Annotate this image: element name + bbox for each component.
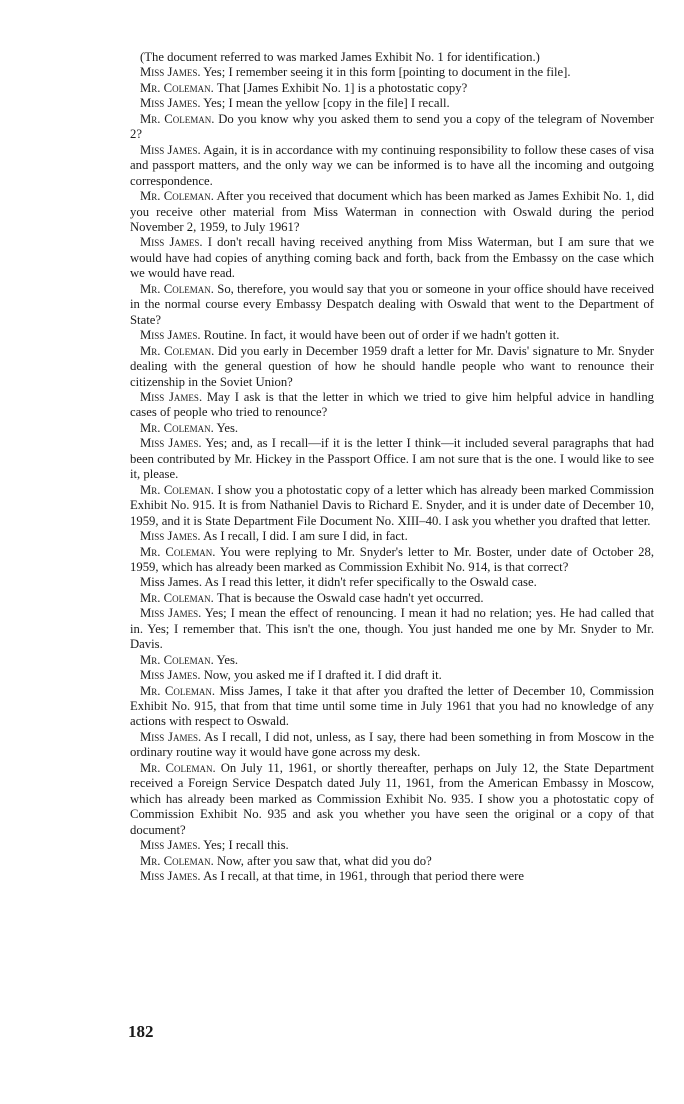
paragraph: Miss James. As I recall, I did. I am sure I did, in fact. (140, 529, 408, 544)
paragraph: Mr. Coleman. After you received that document which has been marked as James Exhibit No. 1, did you receive other material from Miss Waterman in connection with Oswald during the period November 2, 1959, to July 1961? (130, 189, 654, 234)
paragraph: Miss James. Yes; I remember seeing it in this form [pointing to document in the file]. (140, 65, 571, 80)
testimony-text (130, 50, 654, 884)
paragraph: Mr. Coleman. That [James Exhibit No. 1] is a photostatic copy? (140, 80, 468, 95)
paragraph: Miss James. Yes; I recall this. (140, 838, 289, 853)
paragraph: Miss James. As I read this letter, it didn't refer specifically to the Oswald case. (140, 575, 537, 590)
paragraph: Miss James. Now, you asked me if I drafted it. I did draft it. (140, 668, 442, 683)
paragraph: Mr. Coleman. Yes. (140, 420, 239, 435)
paragraph: Mr. Coleman. That is because the Oswald case hadn't yet occurred. (140, 590, 484, 605)
paragraph: Miss James. As I recall, at that time, in 1961, through that period there were (140, 869, 525, 884)
paragraph: Mr. Coleman. You were replying to Mr. Snyder's letter to Mr. Boster, under date of October 28, 1959, which has already been marked as Commission Exhibit No. 914, is that correct? (130, 544, 655, 574)
paragraph: Miss James. Yes; I mean the effect of renouncing. I mean it had no relation; yes. He had called that in. Yes; I remember that. This isn't the one, though. You just handed me one by Mr. Snyder to Mr. Davis. (130, 606, 654, 652)
paragraph: Mr. Coleman. So, therefore, you would say that you or someone in your office should have received in the normal course every Embassy Despatch dealing with Oswald that went to the Department of State? (130, 281, 655, 327)
paragraph: Mr. Coleman. I show you a photostatic copy of a letter which has already been marked Commission Exhibit No. 915. It is from Nathaniel Davis to Richard E. Snyder, and it is under date of December 10, 1959, and it is State Department File Document No. XIII–40. I ask you whether you drafted that letter. (130, 482, 654, 528)
paragraph: Mr. Coleman. Yes. (140, 652, 239, 667)
paragraph: Miss James. As I recall, I did not, unless, as I say, there had been something in from Moscow in the ordinary routine way it would have gone across my desk. (130, 729, 654, 760)
paragraph: Miss James. May I ask is that the letter in which we tried to give him helpful advice in handling cases of people who tried to renounce? (130, 389, 655, 420)
paragraph: Mr. Coleman. Miss James, I take it that after you drafted the letter of December 10, Commission Exhibit No. 915, that from that time until some time in July 1961 that you had no knowledge of any actions with respect to Oswald. (130, 683, 655, 729)
paragraph: Miss James. Again, it is in accordance with my continuing responsibility to follow these cases of visa and passport matters, and the only way we can be informed is to have all the incoming and outgoing correspondence. (130, 142, 654, 188)
paragraph: Miss James. I don't recall having received anything from Miss Waterman, but I am sure that we would have had copies of anything coming back and forth, back from the Embassy on the case which we would have read. (130, 235, 654, 281)
paragraph: Mr. Coleman. Now, after you saw that, what did you do? (140, 853, 432, 868)
paragraph: (The document referred to was marked James Exhibit No. 1 for identification.) (140, 50, 540, 64)
paragraph: Miss James. Yes; I mean the yellow [copy in the file] I recall. (140, 96, 450, 111)
page-number: 182 (128, 1022, 154, 1041)
paragraph: Mr. Coleman. On July 11, 1961, or shortly thereafter, perhaps on July 12, the State Department received a Foreign Service Despatch dated July 11, 1961, from the American Embassy in Moscow, which has already been marked as Commission Exhibit No. 935. I show you a photostatic copy of Commission Exhibit No. 935 and ask you whether you have seen the original or a copy of that document? (130, 760, 655, 837)
paragraph: Miss James. Yes; and, as I recall—if it is the letter I think—it included several paragraphs that had been contributed by Mr. Hickey in the Passport Office. I am not sure that is the one. I would like to see it, please. (130, 436, 655, 482)
paragraph: Mr. Coleman. Do you know why you asked them to send you a copy of the telegram of November 2? (130, 111, 655, 142)
paragraph: Miss James. Routine. In fact, it would have been out of order if we hadn't gotten it. (140, 328, 560, 343)
paragraph: Mr. Coleman. Did you early in December 1959 draft a letter for Mr. Davis' signature to Mr. Snyder dealing with the general question of how he should handle people who want to renounce their citizenship in the Soviet Union? (130, 343, 655, 389)
